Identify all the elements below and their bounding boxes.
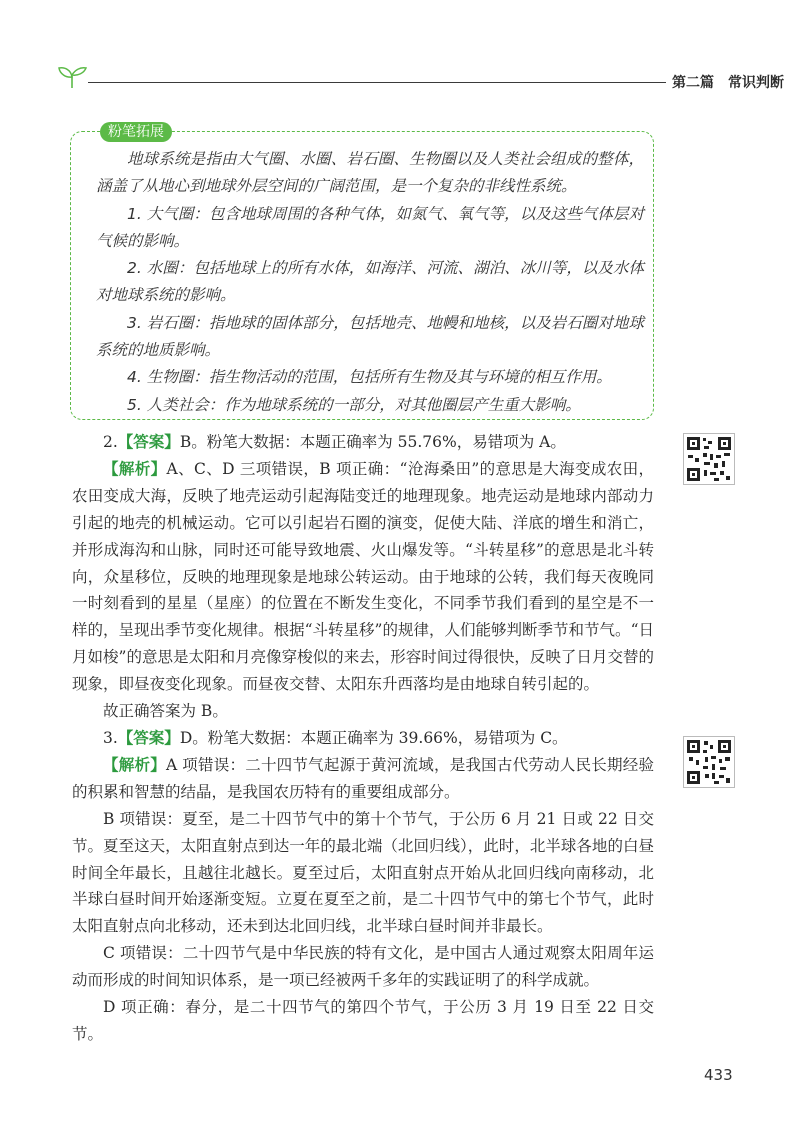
- qr-code-icon[interactable]: [683, 736, 735, 788]
- q2-analysis-text: A、C、D 三项错误，B 项正确：“沧海桑田”的意思是大海变成农田，农田变成大海，反映了地壳运动引起海陆变迁的地理现象。地壳运动是地球内部动力引起的地壳的机械运动。它可以引起岩石圈的演变，促使大陆、洋底的增生和消亡，并形成海沟和山脉，同时还可能导致地震、火山爆发等。“斗转星移”的意思是北斗转向，众星移位，反映的地理现象是地球公转运动。由于地球的公转，我们每天夜晚同一时刻看到的星星（星座）的位置在不断发生变化，不同季节我们看到的星空是不一样的，呈现出季节变化规律。根据“斗转星移”的规律，人们能够判断季节和节气。“日月如梭”的意思是太阳和月亮像穿梭似的来去，形容时间过得很快，反映了日月交替的现象，即昼夜变化现象。而昼夜交替、太阳东升西落均是由地球自转引起的。: [72, 459, 654, 694]
- qr-code-icon[interactable]: [683, 433, 735, 485]
- extension-paragraph: 3. 岩石圈：指地球的固体部分，包括地壳、地幔和地核，以及岩石圈对地球系统的地质影响。: [96, 313, 644, 360]
- extension-paragraph: 4. 生物圈：指生物活动的范围，包括所有生物及其与环境的相互作用。: [127, 368, 612, 387]
- q3-analysis-text: A 项错误：二十四节气起源于黄河流域，是我国古代劳动人民长期经验的积累和智慧的结晶，是我国农历特有的重要组成部分。: [72, 755, 654, 801]
- q3-answer-text: D。粉笔大数据：本题正确率为 39.66%，易错项为 C。: [179, 728, 568, 747]
- q2-analysis: [72, 456, 654, 698]
- extension-tag: 粉笔拓展: [100, 122, 172, 142]
- extension-paragraph: 1. 大气圈：包含地球周围的各种气体，如氮气、氧气等，以及这些气体层对气候的影响。: [96, 204, 644, 250]
- q3-option-c: C 项错误：二十四节气是中华民族的特有文化，是中国古人通过观察太阳周年运动而形成的时间知识体系，是一项已经被两千多年的实践证明了的科学成就。: [72, 944, 654, 990]
- q2-answer-label: 【答案】: [117, 432, 180, 451]
- q2-answer-text: B。粉笔大数据：本题正确率为 55.76%，易错项为 A。: [179, 433, 566, 451]
- q2-analysis-label: 【解析】: [103, 458, 167, 478]
- sprout-icon: [56, 62, 90, 90]
- extension-paragraph: 2. 水圈：包括地球上的所有水体，如海洋、河流、湖泊、冰川等，以及水体对地球系统的影响。: [96, 259, 644, 305]
- page-number: 433: [704, 1066, 733, 1084]
- section-title: 第二篇 常识判断: [672, 75, 784, 91]
- q2-conclusion: 故正确答案为 B。: [103, 702, 228, 721]
- q3-option-d: D 项正确：春分，是二十四节气的第四个节气，于公历 3 月 19 日至 22 日交节。: [72, 998, 654, 1043]
- extension-paragraph: 地球系统是指由大气圈、水圈、岩石圈、生物圈以及人类社会组成的整体，涵盖了从地心到地球外层空间的广阔范围，是一个复杂的非线性系统。: [96, 150, 644, 196]
- q2-answer: [72, 429, 654, 456]
- running-header: [56, 62, 784, 96]
- extension-paragraph: 5. 人类社会：作为地球系统的一部分，对其他圈层产生重大影响。: [127, 395, 581, 414]
- q3-answer-label: 【答案】: [117, 727, 180, 747]
- q3-number: 3.: [103, 728, 118, 747]
- header-rule: [88, 82, 666, 83]
- extension-text: [96, 146, 644, 419]
- q2-number: 2.: [103, 433, 118, 451]
- q3-analysis: [72, 752, 654, 806]
- q3-option-b: B 项错误：夏至，是二十四节气中的第十个节气，于公历 6 月 21 日或 22 日交节。夏至这天，太阳直射点到达一年的最北端（北回归线），此时，北半球各地的白昼时间全年最长，且越往北越长。夏至过后，太阳直射点开始从北回归线向南移动，北半球白昼时间开始逐渐变短。立夏在夏至之前，是二十四节气中的第七个节气，此时太阳直射点向北移动，还未到达北回归线，北半球白昼时间并非最长。: [72, 809, 654, 936]
- answers-section: [72, 429, 654, 1048]
- q3-answer: [72, 725, 654, 752]
- q3-analysis-label: 【解析】: [103, 754, 166, 774]
